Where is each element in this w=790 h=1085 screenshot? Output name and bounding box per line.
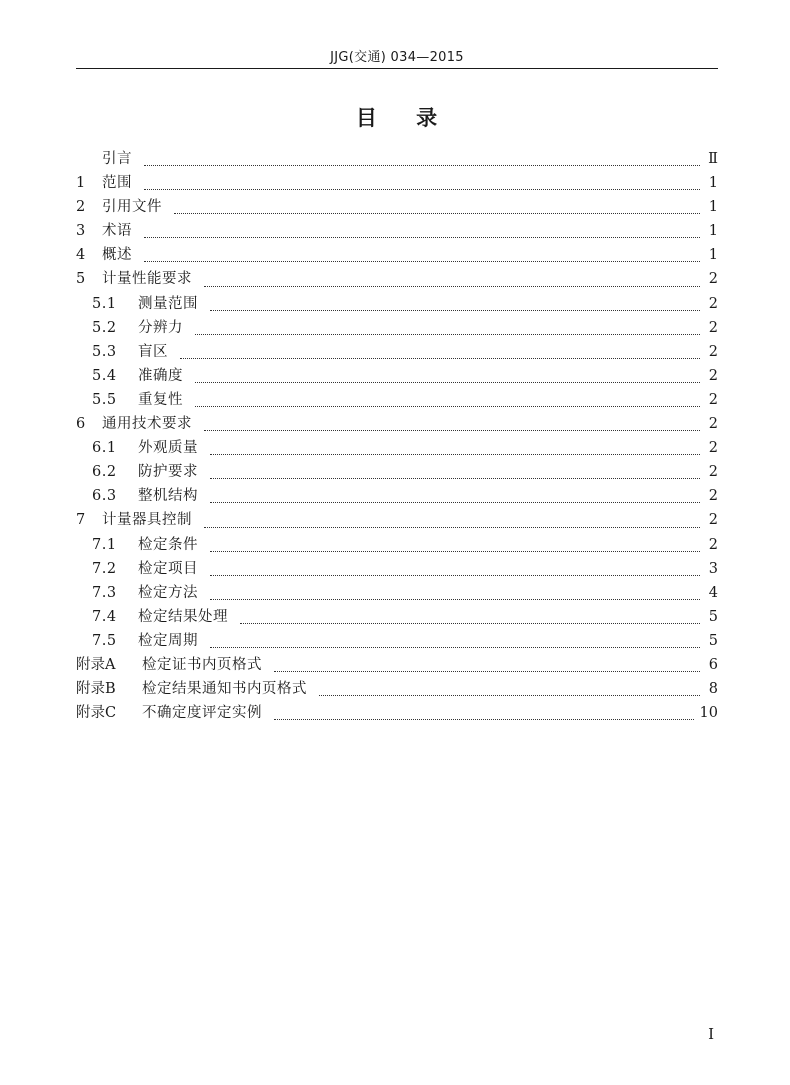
toc-entry-page: 10 [699, 705, 718, 722]
toc-entry-page: 2 [708, 440, 718, 457]
toc-entry-page: 2 [708, 536, 718, 553]
toc-entry-number: 5.1 [92, 295, 117, 312]
toc-entry-number: 5.4 [92, 367, 117, 384]
toc-entry-page: 2 [708, 343, 718, 360]
toc-entry[interactable] [76, 195, 718, 219]
dot-leader [210, 551, 700, 552]
dot-leader [144, 237, 700, 238]
toc-entry-number: 3 [76, 223, 86, 240]
toc-entry[interactable] [76, 171, 718, 195]
toc-entry-number: 2 [76, 199, 86, 216]
toc-entry-label: 盲区 [138, 343, 168, 360]
toc-entry[interactable] [76, 267, 718, 291]
dot-leader [210, 502, 700, 503]
toc-entry[interactable] [76, 412, 718, 436]
toc-entry[interactable] [76, 557, 718, 581]
toc-entry[interactable] [76, 292, 718, 316]
dot-leader [210, 575, 700, 576]
toc-entry-page: 1 [708, 223, 718, 240]
toc-entry-page: Ⅱ [708, 151, 718, 167]
toc-entry-page: 2 [708, 416, 718, 433]
toc-entry-page: 1 [708, 199, 718, 216]
toc-entry-number: 7.5 [92, 632, 117, 649]
toc-entry-page: 2 [708, 271, 718, 288]
toc-entry-label: 分辨力 [138, 319, 183, 336]
toc-entry-label: 检定证书内页格式 [142, 656, 262, 673]
toc-entry-label: 计量性能要求 [102, 271, 192, 288]
toc-entry-number: 5.2 [92, 319, 117, 336]
dot-leader [174, 213, 700, 214]
toc-entry-page: 4 [708, 584, 718, 601]
toc-entry[interactable] [76, 484, 718, 508]
dot-leader [204, 527, 700, 528]
toc-entry-number: 4 [76, 247, 86, 264]
toc-entry-number: 附录A [76, 656, 116, 673]
toc-entry-page: 2 [708, 488, 718, 505]
page-number: Ⅰ [708, 1025, 714, 1043]
toc-entry[interactable] [76, 701, 718, 725]
dot-leader [144, 165, 700, 166]
dot-leader [204, 286, 700, 287]
toc-entry-page: 2 [708, 295, 718, 312]
toc-entry-label: 检定条件 [138, 536, 198, 553]
toc-entry-number: 7.4 [92, 608, 117, 625]
toc-entry[interactable] [76, 460, 718, 484]
dot-leader [204, 430, 700, 431]
toc-entry-label: 整机结构 [138, 488, 198, 505]
toc-entry[interactable] [76, 436, 718, 460]
dot-leader [210, 454, 700, 455]
toc-entry[interactable] [76, 243, 718, 267]
toc-entry-label: 引言 [102, 151, 132, 167]
dot-leader [144, 261, 700, 262]
toc-entry-label: 重复性 [138, 391, 183, 408]
toc-entry-number: 7 [76, 512, 86, 529]
toc-entry-label: 检定周期 [138, 632, 198, 649]
toc-entry-page: 2 [708, 464, 718, 481]
toc-entry[interactable] [76, 147, 718, 171]
toc-entry[interactable] [76, 340, 718, 364]
toc-entry-label: 检定结果通知书内页格式 [142, 681, 307, 698]
toc-entry-number: 7.2 [92, 560, 117, 577]
toc-entry-label: 检定结果处理 [138, 608, 228, 625]
dot-leader [210, 647, 700, 648]
header-rule [76, 68, 718, 69]
dot-leader [144, 189, 700, 190]
toc-entry-label: 计量器具控制 [102, 512, 192, 529]
toc-entry-label: 不确定度评定实例 [142, 705, 262, 722]
toc-entry[interactable] [76, 508, 718, 532]
toc-entry-page: 5 [708, 608, 718, 625]
toc-entry-label: 准确度 [138, 367, 183, 384]
toc-entry[interactable] [76, 219, 718, 243]
toc-entry[interactable] [76, 533, 718, 557]
toc-entry[interactable] [76, 581, 718, 605]
toc-entry-page: 1 [708, 247, 718, 264]
dot-leader [240, 623, 700, 624]
toc-entry-page: 2 [708, 319, 718, 336]
toc-entry[interactable] [76, 388, 718, 412]
dot-leader [319, 695, 700, 696]
toc-entry-page: 5 [708, 632, 718, 649]
toc-entry-number: 6.3 [92, 488, 117, 505]
toc-entry-page: 2 [708, 512, 718, 529]
toc-entry[interactable] [76, 677, 718, 701]
dot-leader [274, 719, 694, 720]
table-of-contents [76, 147, 718, 725]
toc-entry-page: 6 [708, 656, 718, 673]
dot-leader [210, 478, 700, 479]
toc-entry-label: 范围 [102, 175, 132, 192]
toc-entry-number: 6.2 [92, 464, 117, 481]
dot-leader [195, 334, 700, 335]
toc-entry-label: 检定项目 [138, 560, 198, 577]
toc-entry-page: 2 [708, 391, 718, 408]
dot-leader [274, 671, 700, 672]
dot-leader [195, 382, 700, 383]
dot-leader [195, 406, 700, 407]
toc-entry-number: 5 [76, 271, 86, 288]
toc-entry-number: 5.3 [92, 343, 117, 360]
toc-entry-number: 7.1 [92, 536, 117, 553]
dot-leader [180, 358, 700, 359]
dot-leader [210, 310, 700, 311]
toc-entry[interactable] [76, 605, 718, 629]
toc-entry-label: 检定方法 [138, 584, 198, 601]
toc-entry-label: 引用文件 [102, 199, 162, 216]
toc-entry-label: 通用技术要求 [102, 416, 192, 433]
toc-entry[interactable] [76, 629, 718, 653]
toc-entry-number: 5.5 [92, 391, 117, 408]
toc-entry-page: 8 [708, 681, 718, 698]
toc-entry-label: 概述 [102, 247, 132, 264]
toc-entry-label: 术语 [102, 223, 132, 240]
toc-entry-page: 1 [708, 175, 718, 192]
toc-entry-number: 1 [76, 175, 86, 192]
toc-entry[interactable] [76, 316, 718, 340]
running-header: JJG(交通) 034—2015 [330, 50, 464, 65]
toc-entry-number: 附录C [76, 705, 117, 722]
toc-entry-label: 外观质量 [138, 440, 198, 457]
toc-entry-number: 附录B [76, 681, 116, 698]
toc-entry-page: 2 [708, 367, 718, 384]
toc-entry-number: 6 [76, 416, 86, 433]
toc-entry-number: 6.1 [92, 440, 117, 457]
toc-entry-label: 测量范围 [138, 295, 198, 312]
toc-entry-page: 3 [708, 560, 718, 577]
page-title: 目 录 [355, 106, 439, 130]
dot-leader [210, 599, 700, 600]
toc-entry[interactable] [76, 653, 718, 677]
toc-entry-number: 7.3 [92, 584, 117, 601]
toc-entry-label: 防护要求 [138, 464, 198, 481]
toc-entry[interactable] [76, 364, 718, 388]
